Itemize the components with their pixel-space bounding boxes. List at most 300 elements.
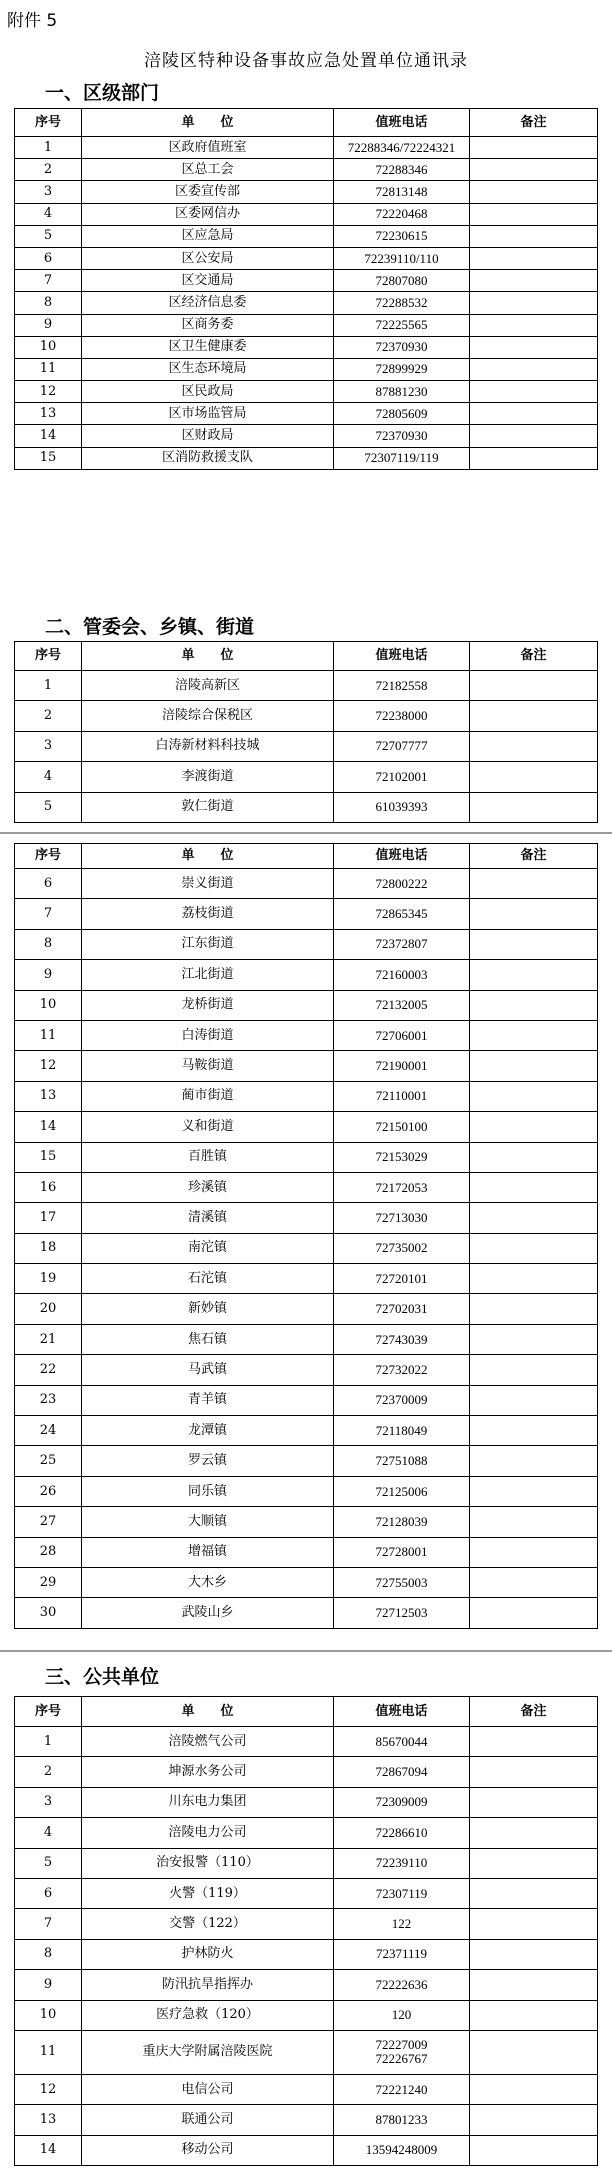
remarks bbox=[470, 1324, 598, 1354]
row-index: 9 bbox=[15, 1970, 82, 2000]
duty-phone: 72309009 bbox=[334, 1787, 470, 1817]
unit-name: 护林防火 bbox=[82, 1939, 334, 1969]
duty-phone: 72102001 bbox=[334, 762, 470, 792]
remarks bbox=[470, 181, 598, 203]
remarks bbox=[470, 869, 598, 899]
remarks bbox=[470, 381, 598, 403]
remarks bbox=[470, 137, 598, 159]
unit-name: 电信公司 bbox=[82, 2074, 334, 2104]
table-row bbox=[15, 203, 598, 225]
duty-phone: 72286610 bbox=[334, 1818, 470, 1848]
header-phone: 值班电话 bbox=[334, 109, 470, 137]
row-index: 27 bbox=[15, 1507, 82, 1537]
duty-phone: 72807080 bbox=[334, 270, 470, 292]
unit-name: 涪陵燃气公司 bbox=[82, 1727, 334, 1757]
unit-name: 川东电力集团 bbox=[82, 1787, 334, 1817]
remarks bbox=[470, 159, 598, 181]
row-index: 13 bbox=[15, 2105, 82, 2135]
duty-phone: 72307119/119 bbox=[334, 447, 470, 469]
remarks bbox=[470, 2074, 598, 2104]
row-index: 2 bbox=[15, 1757, 82, 1787]
unit-name: 区公安局 bbox=[82, 247, 334, 269]
row-index: 14 bbox=[15, 2135, 82, 2165]
duty-phone: 72221240 bbox=[334, 2074, 470, 2104]
remarks bbox=[470, 358, 598, 380]
remarks bbox=[470, 1203, 598, 1233]
unit-name: 交警（122） bbox=[82, 1909, 334, 1939]
row-index: 13 bbox=[15, 403, 82, 425]
duty-phone: 72288346/72224321 bbox=[334, 137, 470, 159]
unit-name: 区生态环境局 bbox=[82, 358, 334, 380]
unit-name: 白涛新材料科技城 bbox=[82, 731, 334, 761]
row-index: 8 bbox=[15, 1939, 82, 1969]
unit-name: 增福镇 bbox=[82, 1537, 334, 1567]
duty-phone: 72288532 bbox=[334, 292, 470, 314]
unit-name: 区市场监管局 bbox=[82, 403, 334, 425]
table-row bbox=[15, 1878, 598, 1908]
row-index: 9 bbox=[15, 314, 82, 336]
row-index: 3 bbox=[15, 181, 82, 203]
row-index: 14 bbox=[15, 1112, 82, 1142]
table-row bbox=[15, 1446, 598, 1476]
duty-phone: 72707777 bbox=[334, 731, 470, 761]
table-row bbox=[15, 1727, 598, 1757]
duty-phone: 72732022 bbox=[334, 1355, 470, 1385]
row-index: 7 bbox=[15, 899, 82, 929]
unit-name: 敦仁街道 bbox=[82, 792, 334, 822]
remarks bbox=[470, 447, 598, 469]
unit-name: 青羊镇 bbox=[82, 1385, 334, 1415]
row-index: 1 bbox=[15, 137, 82, 159]
remarks bbox=[470, 1787, 598, 1817]
duty-phone: 72220468 bbox=[334, 203, 470, 225]
remarks bbox=[470, 1476, 598, 1506]
row-index: 15 bbox=[15, 447, 82, 469]
duty-phone: 72153029 bbox=[334, 1142, 470, 1172]
table-row bbox=[15, 1598, 598, 1628]
unit-name: 火警（119） bbox=[82, 1878, 334, 1908]
duty-phone: 72307119 bbox=[334, 1878, 470, 1908]
row-index: 19 bbox=[15, 1264, 82, 1294]
header-unit: 单 位 bbox=[82, 642, 334, 671]
duty-phone: 85670044 bbox=[334, 1727, 470, 1757]
unit-name: 区消防救援支队 bbox=[82, 447, 334, 469]
table-row bbox=[15, 447, 598, 469]
unit-name: 涪陵电力公司 bbox=[82, 1818, 334, 1848]
table-row bbox=[15, 1172, 598, 1202]
table-row bbox=[15, 2030, 598, 2074]
remarks bbox=[470, 1020, 598, 1050]
remarks bbox=[470, 1939, 598, 1969]
remarks bbox=[470, 1294, 598, 1324]
unit-name: 蔺市街道 bbox=[82, 1081, 334, 1111]
table-row bbox=[15, 358, 598, 380]
row-index: 14 bbox=[15, 425, 82, 447]
duty-phone: 72372807 bbox=[334, 929, 470, 959]
header-index: 序号 bbox=[15, 642, 82, 671]
remarks bbox=[470, 2030, 598, 2074]
row-index: 5 bbox=[15, 225, 82, 247]
table-header-row bbox=[15, 642, 598, 671]
header-remarks: 备注 bbox=[470, 109, 598, 137]
duty-phone: 72751088 bbox=[334, 1446, 470, 1476]
unit-name: 区财政局 bbox=[82, 425, 334, 447]
row-index: 8 bbox=[15, 292, 82, 314]
table-row bbox=[15, 990, 598, 1020]
unit-name: 涪陵高新区 bbox=[82, 671, 334, 701]
table-row bbox=[15, 2105, 598, 2135]
remarks bbox=[470, 1757, 598, 1787]
table-row bbox=[15, 314, 598, 336]
row-index: 3 bbox=[15, 731, 82, 761]
remarks bbox=[470, 247, 598, 269]
section-heading-district: 一、区级部门 bbox=[45, 82, 160, 104]
remarks bbox=[470, 1446, 598, 1476]
header-index: 序号 bbox=[15, 109, 82, 137]
duty-phone: 72755003 bbox=[334, 1567, 470, 1597]
duty-phone: 72702031 bbox=[334, 1294, 470, 1324]
table-row bbox=[15, 1939, 598, 1969]
header-unit: 单 位 bbox=[82, 844, 334, 869]
duty-phone: 72222636 bbox=[334, 1970, 470, 2000]
row-index: 20 bbox=[15, 1294, 82, 1324]
unit-name: 焦石镇 bbox=[82, 1324, 334, 1354]
row-index: 29 bbox=[15, 1567, 82, 1597]
unit-name: 区民政局 bbox=[82, 381, 334, 403]
remarks bbox=[470, 1537, 598, 1567]
remarks bbox=[470, 1385, 598, 1415]
unit-name: 区总工会 bbox=[82, 159, 334, 181]
duty-phone: 72712503 bbox=[334, 1598, 470, 1628]
duty-phone: 72813148 bbox=[334, 181, 470, 203]
remarks bbox=[470, 1355, 598, 1385]
duty-phone: 72118049 bbox=[334, 1416, 470, 1446]
duty-phone: 72735002 bbox=[334, 1233, 470, 1263]
table-row bbox=[15, 1848, 598, 1878]
unit-name: 区委宣传部 bbox=[82, 181, 334, 203]
unit-name: 珍溪镇 bbox=[82, 1172, 334, 1202]
duty-phone: 72867094 bbox=[334, 1757, 470, 1787]
table-row bbox=[15, 731, 598, 761]
table-row bbox=[15, 1294, 598, 1324]
table-row bbox=[15, 671, 598, 701]
unit-name: 移动公司 bbox=[82, 2135, 334, 2165]
duty-phone: 72230615 bbox=[334, 225, 470, 247]
row-index: 5 bbox=[15, 792, 82, 822]
page-break-divider bbox=[0, 832, 612, 834]
unit-name: 同乐镇 bbox=[82, 1476, 334, 1506]
row-index: 12 bbox=[15, 2074, 82, 2104]
table-row bbox=[15, 2135, 598, 2165]
table-row bbox=[15, 425, 598, 447]
row-index: 5 bbox=[15, 1848, 82, 1878]
remarks bbox=[470, 990, 598, 1020]
table-row bbox=[15, 762, 598, 792]
row-index: 1 bbox=[15, 1727, 82, 1757]
duty-phone: 72125006 bbox=[334, 1476, 470, 1506]
table-row bbox=[15, 225, 598, 247]
row-index: 7 bbox=[15, 1909, 82, 1939]
unit-name: 区卫生健康委 bbox=[82, 336, 334, 358]
remarks bbox=[470, 425, 598, 447]
duty-phone: 72132005 bbox=[334, 990, 470, 1020]
duty-phone: 72238000 bbox=[334, 701, 470, 731]
remarks bbox=[470, 899, 598, 929]
section-heading-towns: 二、管委会、乡镇、街道 bbox=[45, 616, 255, 638]
row-index: 13 bbox=[15, 1081, 82, 1111]
row-index: 23 bbox=[15, 1385, 82, 1415]
section-heading-public: 三、公共单位 bbox=[45, 1666, 160, 1688]
duty-phone: 72371119 bbox=[334, 1939, 470, 1969]
duty-phone: 72720101 bbox=[334, 1264, 470, 1294]
header-remarks: 备注 bbox=[470, 642, 598, 671]
table-row bbox=[15, 159, 598, 181]
table-row bbox=[15, 1567, 598, 1597]
unit-name: 医疗急救（120） bbox=[82, 2000, 334, 2030]
remarks bbox=[470, 1848, 598, 1878]
table-row bbox=[15, 1385, 598, 1415]
row-index: 2 bbox=[15, 159, 82, 181]
header-index: 序号 bbox=[15, 844, 82, 869]
remarks bbox=[470, 1970, 598, 2000]
remarks bbox=[470, 203, 598, 225]
remarks bbox=[470, 701, 598, 731]
unit-name: 大木乡 bbox=[82, 1567, 334, 1597]
remarks bbox=[470, 1051, 598, 1081]
table-row bbox=[15, 1264, 598, 1294]
table-header-row bbox=[15, 109, 598, 137]
remarks bbox=[470, 1233, 598, 1263]
duty-phone: 72728001 bbox=[334, 1537, 470, 1567]
table-row bbox=[15, 1081, 598, 1111]
unit-name: 涪陵综合保税区 bbox=[82, 701, 334, 731]
remarks bbox=[470, 1081, 598, 1111]
duty-phone: 72370930 bbox=[334, 425, 470, 447]
unit-name: 龙潭镇 bbox=[82, 1416, 334, 1446]
unit-name: 马鞍街道 bbox=[82, 1051, 334, 1081]
unit-name: 坤源水务公司 bbox=[82, 1757, 334, 1787]
remarks bbox=[470, 270, 598, 292]
table-row bbox=[15, 960, 598, 990]
unit-name: 清溪镇 bbox=[82, 1203, 334, 1233]
unit-name: 龙桥街道 bbox=[82, 990, 334, 1020]
row-index: 11 bbox=[15, 1020, 82, 1050]
table-towns-part1 bbox=[14, 641, 598, 823]
remarks bbox=[470, 2135, 598, 2165]
table-header-row bbox=[15, 844, 598, 869]
header-phone: 值班电话 bbox=[334, 1697, 470, 1727]
row-index: 6 bbox=[15, 1878, 82, 1908]
unit-name: 马武镇 bbox=[82, 1355, 334, 1385]
remarks bbox=[470, 929, 598, 959]
remarks bbox=[470, 1172, 598, 1202]
unit-name: 百胜镇 bbox=[82, 1142, 334, 1172]
unit-name: 罗云镇 bbox=[82, 1446, 334, 1476]
header-index: 序号 bbox=[15, 1697, 82, 1727]
table-row bbox=[15, 1112, 598, 1142]
row-index: 10 bbox=[15, 990, 82, 1020]
remarks bbox=[470, 314, 598, 336]
table-public-units bbox=[14, 1696, 598, 2166]
table-row bbox=[15, 1051, 598, 1081]
row-index: 4 bbox=[15, 203, 82, 225]
remarks bbox=[470, 792, 598, 822]
unit-name: 大顺镇 bbox=[82, 1507, 334, 1537]
table-header-row bbox=[15, 1697, 598, 1727]
remarks bbox=[470, 671, 598, 701]
duty-phone: 72190001 bbox=[334, 1051, 470, 1081]
page-break-divider bbox=[0, 1650, 612, 1652]
table-row bbox=[15, 1909, 598, 1939]
header-phone: 值班电话 bbox=[334, 642, 470, 671]
document-title: 涪陵区特种设备事故应急处置单位通讯录 bbox=[144, 51, 468, 71]
table-row bbox=[15, 2000, 598, 2030]
table-row bbox=[15, 2074, 598, 2104]
remarks bbox=[470, 1727, 598, 1757]
table-row bbox=[15, 899, 598, 929]
row-index: 25 bbox=[15, 1446, 82, 1476]
unit-name: 崇义街道 bbox=[82, 869, 334, 899]
row-index: 12 bbox=[15, 381, 82, 403]
duty-phone: 72865345 bbox=[334, 899, 470, 929]
table-row bbox=[15, 1203, 598, 1233]
row-index: 8 bbox=[15, 929, 82, 959]
duty-phone: 72239110 bbox=[334, 1848, 470, 1878]
duty-phone: 72225565 bbox=[334, 314, 470, 336]
remarks bbox=[470, 1507, 598, 1537]
row-index: 24 bbox=[15, 1416, 82, 1446]
unit-name: 江北街道 bbox=[82, 960, 334, 990]
duty-phone: 72239110/110 bbox=[334, 247, 470, 269]
table-row bbox=[15, 1020, 598, 1050]
unit-name: 防汛抗旱指挥办 bbox=[82, 1970, 334, 2000]
table-row bbox=[15, 1355, 598, 1385]
unit-name: 区交通局 bbox=[82, 270, 334, 292]
table-row bbox=[15, 1324, 598, 1354]
remarks bbox=[470, 292, 598, 314]
table-row bbox=[15, 1233, 598, 1263]
unit-name: 石沱镇 bbox=[82, 1264, 334, 1294]
table-row bbox=[15, 403, 598, 425]
unit-name: 联通公司 bbox=[82, 2105, 334, 2135]
duty-phone: 122 bbox=[334, 1909, 470, 1939]
remarks bbox=[470, 1416, 598, 1446]
unit-name: 区经济信息委 bbox=[82, 292, 334, 314]
duty-phone: 72370930 bbox=[334, 336, 470, 358]
header-remarks: 备注 bbox=[470, 844, 598, 869]
table-district-departments bbox=[14, 108, 598, 470]
table-row bbox=[15, 1507, 598, 1537]
duty-phone: 72227009 72226767 bbox=[334, 2030, 470, 2074]
row-index: 1 bbox=[15, 671, 82, 701]
duty-phone: 72800222 bbox=[334, 869, 470, 899]
unit-name: 荔枝街道 bbox=[82, 899, 334, 929]
remarks bbox=[470, 960, 598, 990]
row-index: 6 bbox=[15, 247, 82, 269]
unit-name: 新妙镇 bbox=[82, 1294, 334, 1324]
table-row bbox=[15, 1757, 598, 1787]
unit-name: 李渡街道 bbox=[82, 762, 334, 792]
duty-phone: 72706001 bbox=[334, 1020, 470, 1050]
duty-phone: 72110001 bbox=[334, 1081, 470, 1111]
row-index: 28 bbox=[15, 1537, 82, 1567]
header-unit: 单 位 bbox=[82, 1697, 334, 1727]
table-row bbox=[15, 869, 598, 899]
duty-phone: 72370009 bbox=[334, 1385, 470, 1415]
row-index: 4 bbox=[15, 1818, 82, 1848]
remarks bbox=[470, 762, 598, 792]
table-row bbox=[15, 792, 598, 822]
duty-phone: 72150100 bbox=[334, 1112, 470, 1142]
duty-phone: 72713030 bbox=[334, 1203, 470, 1233]
unit-name: 义和街道 bbox=[82, 1112, 334, 1142]
remarks bbox=[470, 1818, 598, 1848]
row-index: 4 bbox=[15, 762, 82, 792]
duty-phone: 72160003 bbox=[334, 960, 470, 990]
table-row bbox=[15, 181, 598, 203]
row-index: 3 bbox=[15, 1787, 82, 1817]
row-index: 16 bbox=[15, 1172, 82, 1202]
header-remarks: 备注 bbox=[470, 1697, 598, 1727]
table-row bbox=[15, 336, 598, 358]
remarks bbox=[470, 403, 598, 425]
row-index: 17 bbox=[15, 1203, 82, 1233]
remarks bbox=[470, 336, 598, 358]
unit-name: 治安报警（110） bbox=[82, 1848, 334, 1878]
row-index: 26 bbox=[15, 1476, 82, 1506]
duty-phone: 87801233 bbox=[334, 2105, 470, 2135]
remarks bbox=[470, 1909, 598, 1939]
duty-phone: 120 bbox=[334, 2000, 470, 2030]
unit-name: 区商务委 bbox=[82, 314, 334, 336]
duty-phone: 72182558 bbox=[334, 671, 470, 701]
row-index: 15 bbox=[15, 1142, 82, 1172]
table-row bbox=[15, 1818, 598, 1848]
remarks bbox=[470, 1878, 598, 1908]
remarks bbox=[470, 2000, 598, 2030]
unit-name: 区应急局 bbox=[82, 225, 334, 247]
table-row bbox=[15, 247, 598, 269]
row-index: 30 bbox=[15, 1598, 82, 1628]
row-index: 10 bbox=[15, 336, 82, 358]
unit-name: 武陵山乡 bbox=[82, 1598, 334, 1628]
row-index: 7 bbox=[15, 270, 82, 292]
unit-name: 区委网信办 bbox=[82, 203, 334, 225]
table-row bbox=[15, 270, 598, 292]
table-row bbox=[15, 292, 598, 314]
duty-phone: 72805609 bbox=[334, 403, 470, 425]
duty-phone: 72172053 bbox=[334, 1172, 470, 1202]
remarks bbox=[470, 1142, 598, 1172]
table-row bbox=[15, 381, 598, 403]
row-index: 21 bbox=[15, 1324, 82, 1354]
table-row bbox=[15, 1970, 598, 2000]
remarks bbox=[470, 1567, 598, 1597]
table-row bbox=[15, 701, 598, 731]
remarks bbox=[470, 1112, 598, 1142]
unit-name: 南沱镇 bbox=[82, 1233, 334, 1263]
duty-phone: 72743039 bbox=[334, 1324, 470, 1354]
remarks bbox=[470, 225, 598, 247]
row-index: 11 bbox=[15, 358, 82, 380]
unit-name: 江东街道 bbox=[82, 929, 334, 959]
row-index: 18 bbox=[15, 1233, 82, 1263]
row-index: 11 bbox=[15, 2030, 82, 2074]
table-row bbox=[15, 137, 598, 159]
attachment-label: 附件 5 bbox=[7, 11, 58, 31]
row-index: 12 bbox=[15, 1051, 82, 1081]
unit-name: 重庆大学附属涪陵医院 bbox=[82, 2030, 334, 2074]
